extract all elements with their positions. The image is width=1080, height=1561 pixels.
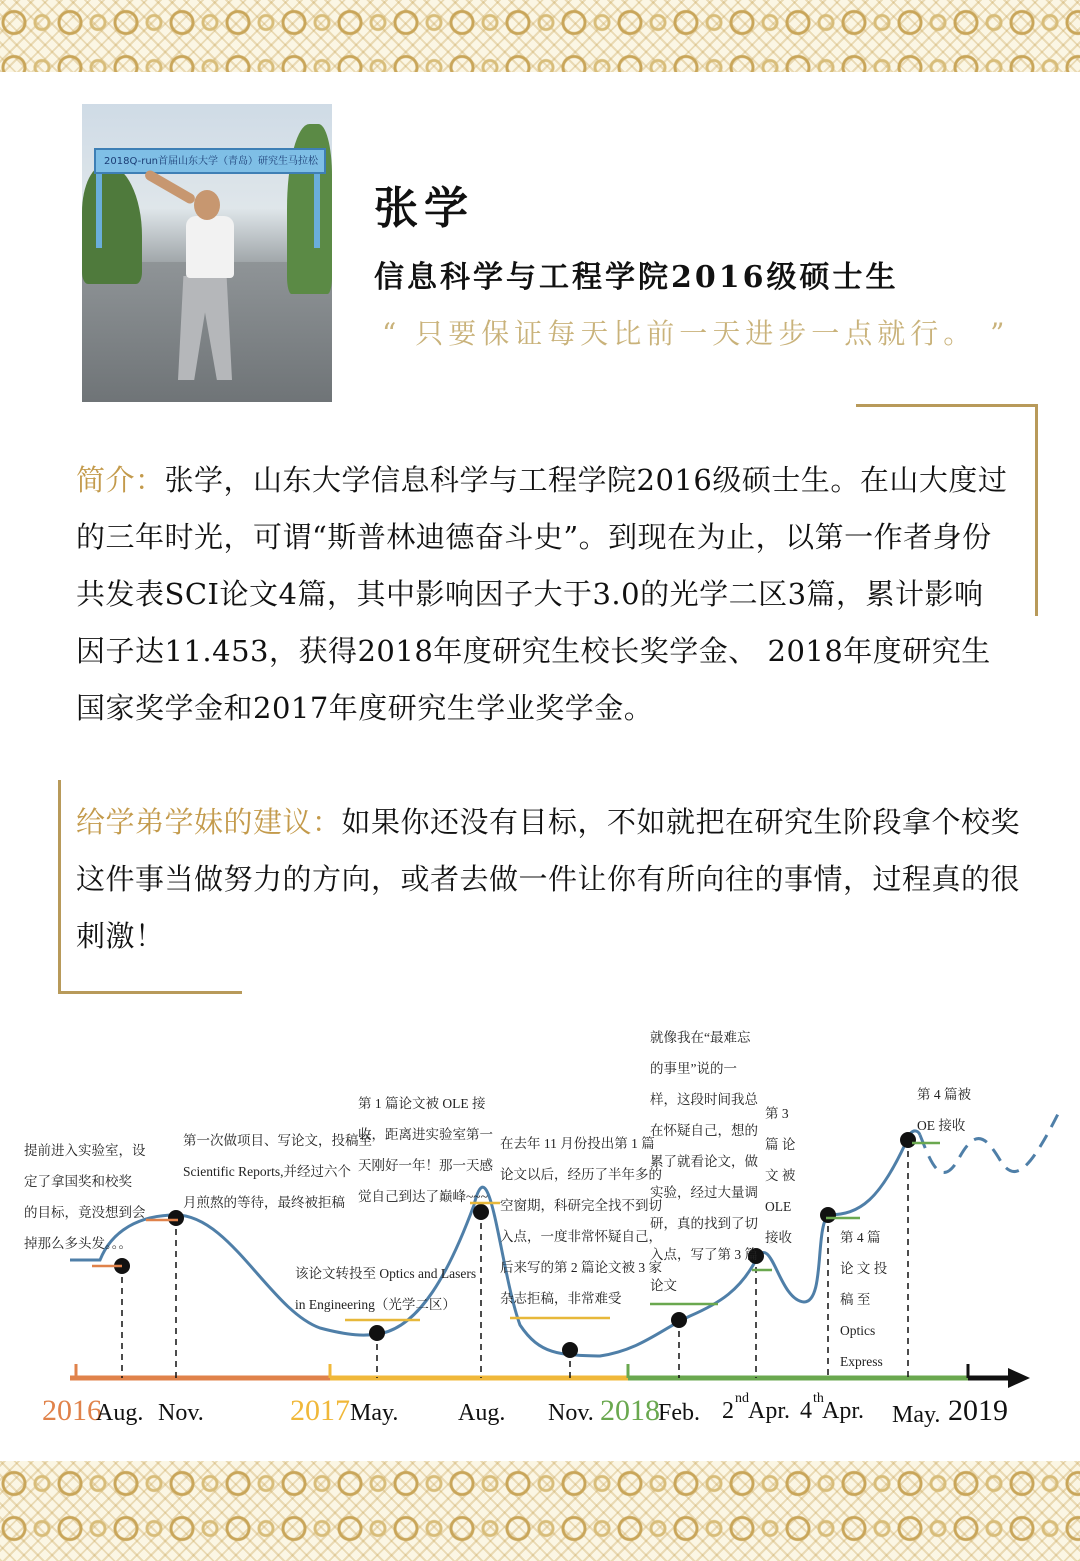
bottom-ornament-border	[0, 1461, 1080, 1561]
timeline-note-8-line-0: 第 4 篇被	[917, 1087, 971, 1102]
advice-frame-bottom	[58, 991, 242, 994]
photo-person-arm	[143, 169, 196, 206]
timeline-note-5-line-8: 论文	[650, 1278, 677, 1293]
timeline-note-0-line-3: 掉那么多头发。。。	[24, 1236, 132, 1251]
advice-frame-left	[58, 780, 61, 994]
month-label-7-suffix: th	[813, 1391, 824, 1406]
year-label-2017: 2017	[290, 1394, 350, 1427]
timeline-note-5-line-4: 累了就看论文，做	[650, 1154, 758, 1169]
milestone-point-5	[671, 1312, 687, 1328]
intro-label: 简介：	[76, 463, 165, 497]
timeline-note-4-line-5: 杂志拒稿，非常难受	[500, 1291, 622, 1306]
timeline-note-4-line-3: 入点，一度非常怀疑自己，	[500, 1229, 662, 1244]
month-label-3: Aug.	[458, 1400, 506, 1426]
timeline-note-5-line-3: 在怀疑自己，想的	[650, 1123, 758, 1138]
intro-frame-top	[856, 404, 1038, 407]
advice-text: 如果你还没有目标，不如就把在研究生阶段拿个校奖这件事当做努力的方向，或者去做一件让你有所向往的事情，过程真的很刺激！	[76, 805, 1021, 953]
timeline-note-4-line-4: 后来写的第 2 篇论文被 3 家	[500, 1260, 662, 1275]
month-label-6-suffix: nd	[735, 1391, 749, 1406]
axis-arrowhead	[1008, 1368, 1030, 1388]
milestone-point-1	[168, 1210, 184, 1226]
month-label-5: Feb.	[658, 1400, 700, 1426]
month-label-4: Nov.	[548, 1400, 594, 1426]
profile-photo	[82, 104, 332, 402]
timeline-note-5-line-2: 样，这段时间我总	[650, 1092, 758, 1107]
month-label-6: 2	[722, 1398, 734, 1424]
timeline-note-6-line-4: 接收	[765, 1230, 792, 1245]
timeline-note-0-line-1: 定了拿国奖和校奖	[24, 1174, 132, 1189]
timeline-note-0-line-0: 提前进入实验室，设	[24, 1143, 146, 1158]
timeline-note-6-line-1: 篇 论	[765, 1137, 796, 1152]
timeline-note-3-line-1: 收，距离进实验室第一	[358, 1127, 493, 1142]
timeline-note-5-line-1: 的事里”说的一	[650, 1061, 737, 1076]
timeline-note-1-line-0: 第一次做项目、写论文，投稿至	[183, 1133, 372, 1148]
photo-person-head	[194, 190, 220, 220]
advice-label: 给学弟学妹的建议：	[76, 805, 342, 839]
milestone-point-3	[473, 1204, 489, 1220]
timeline-note-7-line-4: Express	[840, 1354, 883, 1369]
timeline-note-0-line-2: 的目标，竟没想到会	[24, 1205, 146, 1220]
timeline-note-5-line-6: 研，真的找到了切	[650, 1216, 758, 1231]
student-subtitle: 信息科学与工程学院2016级硕士生	[374, 260, 899, 295]
timeline-note-4-line-0: 在去年 11 月份投出第 1 篇	[500, 1136, 655, 1151]
intro-frame-right	[1035, 404, 1038, 616]
milestone-point-4	[562, 1342, 578, 1358]
timeline-note-3-line-3: 觉自己到达了巅峰~~~	[358, 1189, 488, 1204]
timeline-note-6-line-2: 文 被	[765, 1168, 796, 1183]
timeline-note-7-line-2: 稿 至	[840, 1292, 871, 1307]
timeline-note-4-line-1: 论文以后，经历了半年多的	[500, 1167, 662, 1182]
month-label-8: May.	[892, 1402, 941, 1428]
timeline-note-7-line-1: 论 文 投	[840, 1261, 888, 1276]
timeline-note-5-line-7: 入点，写了第 3 篇	[650, 1247, 758, 1262]
photo-arch-pole-right	[314, 168, 320, 248]
photo-banner-text: 2018Q-run首届山东大学（青岛）研究生马拉松	[104, 156, 318, 167]
timeline-note-8-line-1: OE 接收	[917, 1118, 966, 1133]
top-ornament-border	[0, 0, 1080, 72]
advice-paragraph	[76, 794, 1036, 965]
month-label-1: Nov.	[158, 1400, 204, 1426]
photo-arch-pole-left	[96, 168, 102, 248]
month-label-6-name: Apr.	[748, 1398, 790, 1424]
timeline-note-5-line-5: 实验，经过大量调	[650, 1185, 758, 1200]
timeline-note-1-line-1: Scientific Reports,并经过六个	[183, 1164, 351, 1179]
month-label-7: 4	[800, 1398, 812, 1424]
student-name: 张学	[374, 183, 474, 234]
intro-paragraph	[76, 452, 1008, 737]
timeline-note-5-line-0: 就像我在“最难忘	[650, 1030, 751, 1045]
photo-trees-left	[82, 164, 142, 284]
research-timeline	[0, 1010, 1080, 1450]
timeline-note-2-line-1: in Engineering（光学二区）	[295, 1297, 456, 1312]
milestone-point-8	[900, 1132, 916, 1148]
timeline-note-1-line-2: 月煎熬的等待，最终被拒稿	[183, 1195, 345, 1210]
timeline-note-6-line-0: 第 3	[765, 1106, 789, 1121]
intro-text: 张学，山东大学信息科学与工程学院2016级硕士生。在山大度过的三年时光，可谓“斯普林迪德奋斗史”。到现在为止，以第一作者身份共发表SCI论文4篇，其中影响因子大于3.0的光学二区3篇，累计影响因子达11.453，获得2018年度研究生校长奖学金、 2018年度研究生国家奖学金和2017年度研究生学业奖学金。	[76, 463, 1008, 725]
student-quote: “ 只要保证每天比前一天进步一点就行。 ”	[382, 317, 1010, 350]
timeline-note-2-line-0: 该论文转投至 Optics and Lasers	[295, 1266, 477, 1281]
milestone-point-2	[369, 1325, 385, 1341]
timeline-note-6-line-3: OLE	[765, 1199, 792, 1214]
year-label-2019: 2019	[948, 1394, 1008, 1427]
timeline-note-7-line-0: 第 4 篇	[840, 1230, 881, 1245]
year-label-2018: 2018	[600, 1394, 660, 1427]
month-label-0: Aug.	[96, 1400, 144, 1426]
month-label-7-name: Apr.	[822, 1398, 864, 1424]
timeline-note-3-line-0: 第 1 篇论文被 OLE 接	[358, 1096, 486, 1111]
timeline-note-4-line-2: 空窗期，科研完全找不到切	[500, 1198, 662, 1213]
year-label-2016: 2016	[42, 1394, 102, 1427]
timeline-note-7-line-3: Optics	[840, 1323, 876, 1338]
milestone-point-7	[820, 1207, 836, 1223]
photo-person-body	[186, 216, 234, 278]
month-label-2: May.	[350, 1400, 399, 1426]
timeline-note-3-line-2: 天刚好一年！那一天感	[358, 1158, 493, 1173]
